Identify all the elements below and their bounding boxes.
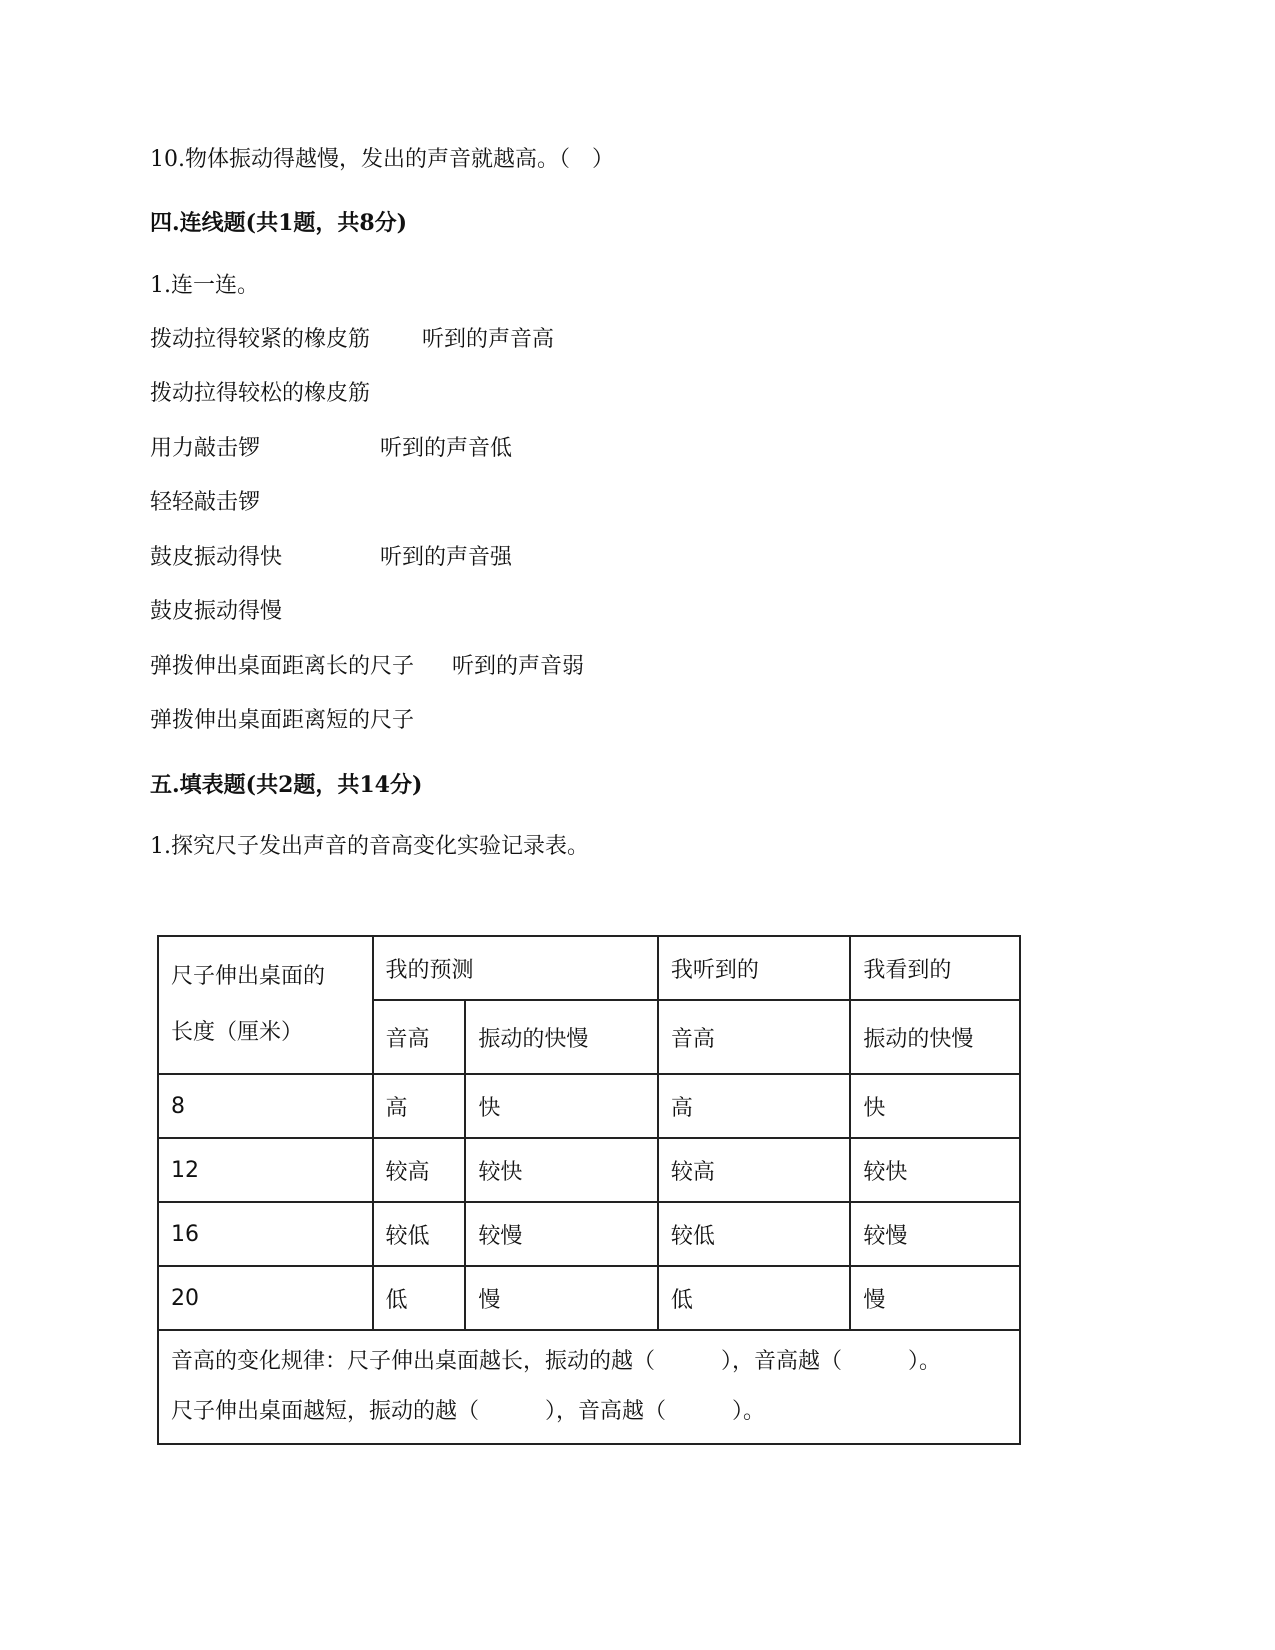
- heard-pitch-cell: 高: [658, 1074, 851, 1138]
- section-4-question-1: 1.连一连。: [150, 273, 259, 298]
- heard-pitch-header: 音高: [658, 1000, 851, 1074]
- predict-speed-cell: 较慢: [465, 1202, 658, 1266]
- match-right-item: 听到的声音弱: [452, 654, 585, 679]
- length-header-line-1: 尺子伸出桌面的: [171, 964, 326, 989]
- table-row: [158, 1202, 1020, 1266]
- predict-speed-cell: 慢: [465, 1266, 658, 1330]
- table-row: [158, 1074, 1020, 1138]
- match-left-item: 用力敲击锣: [150, 436, 261, 461]
- length-header-line-2: 长度（厘米）: [171, 1020, 304, 1045]
- conclusion-cell: [158, 1330, 1020, 1444]
- question-10: 10.物体振动得越慢，发出的声音就越高。（ ）: [150, 147, 614, 172]
- length-cell: 20: [158, 1266, 373, 1330]
- predict-pitch-cell: 低: [373, 1266, 466, 1330]
- predict-header: 我的预测: [373, 936, 658, 1000]
- section-4-heading: 四.连线题(共1题，共8分): [150, 210, 408, 236]
- match-left-item: 鼓皮振动得慢: [150, 599, 283, 624]
- table-header-row: [158, 936, 1020, 1000]
- seen-header: 我看到的: [850, 936, 1020, 1000]
- match-left-item: 拨动拉得较松的橡皮筋: [150, 381, 371, 406]
- predict-pitch-header: 音高: [373, 1000, 466, 1074]
- predict-pitch-cell: 较高: [373, 1138, 466, 1202]
- section-5-heading: 五.填表题(共2题，共14分): [150, 772, 423, 798]
- heard-pitch-cell: 较高: [658, 1138, 851, 1202]
- length-cell: 12: [158, 1138, 373, 1202]
- predict-speed-header: 振动的快慢: [465, 1000, 658, 1074]
- match-left-item: 轻轻敲击锣: [150, 490, 261, 515]
- section-5-question-1: 1.探究尺子发出声音的音高变化实验记录表。: [150, 834, 589, 859]
- predict-pitch-cell: 较低: [373, 1202, 466, 1266]
- experiment-record-table: [157, 935, 1021, 1445]
- predict-speed-cell: 快: [465, 1074, 658, 1138]
- heard-pitch-cell: 低: [658, 1266, 851, 1330]
- seen-speed-cell: 较快: [850, 1138, 1020, 1202]
- table-row: [158, 1138, 1020, 1202]
- seen-speed-cell: 较慢: [850, 1202, 1020, 1266]
- predict-speed-cell: 较快: [465, 1138, 658, 1202]
- heard-pitch-cell: 较低: [658, 1202, 851, 1266]
- match-left-item: 弹拨伸出桌面距离短的尺子: [150, 708, 415, 733]
- match-right-item: 听到的声音强: [380, 545, 513, 570]
- heard-header: 我听到的: [658, 936, 851, 1000]
- seen-speed-cell: 慢: [850, 1266, 1020, 1330]
- length-header-cell: [158, 936, 373, 1074]
- seen-speed-cell: 快: [850, 1074, 1020, 1138]
- match-left-item: 拨动拉得较紧的橡皮筋: [150, 327, 371, 352]
- conclusion-line-2: 尺子伸出桌面越短，振动的越（ ），音高越（ ）。: [171, 1399, 766, 1424]
- seen-speed-header: 振动的快慢: [850, 1000, 1020, 1074]
- match-left-item: 鼓皮振动得快: [150, 545, 283, 570]
- length-cell: 16: [158, 1202, 373, 1266]
- match-right-item: 听到的声音低: [380, 436, 513, 461]
- predict-pitch-cell: 高: [373, 1074, 466, 1138]
- conclusion-line-1: 音高的变化规律：尺子伸出桌面越长，振动的越（ ），音高越（ ）。: [171, 1349, 942, 1374]
- table-row: [158, 1266, 1020, 1330]
- conclusion-row: [158, 1330, 1020, 1444]
- match-right-item: 听到的声音高: [422, 327, 555, 352]
- match-left-item: 弹拨伸出桌面距离长的尺子: [150, 654, 415, 679]
- length-cell: 8: [158, 1074, 373, 1138]
